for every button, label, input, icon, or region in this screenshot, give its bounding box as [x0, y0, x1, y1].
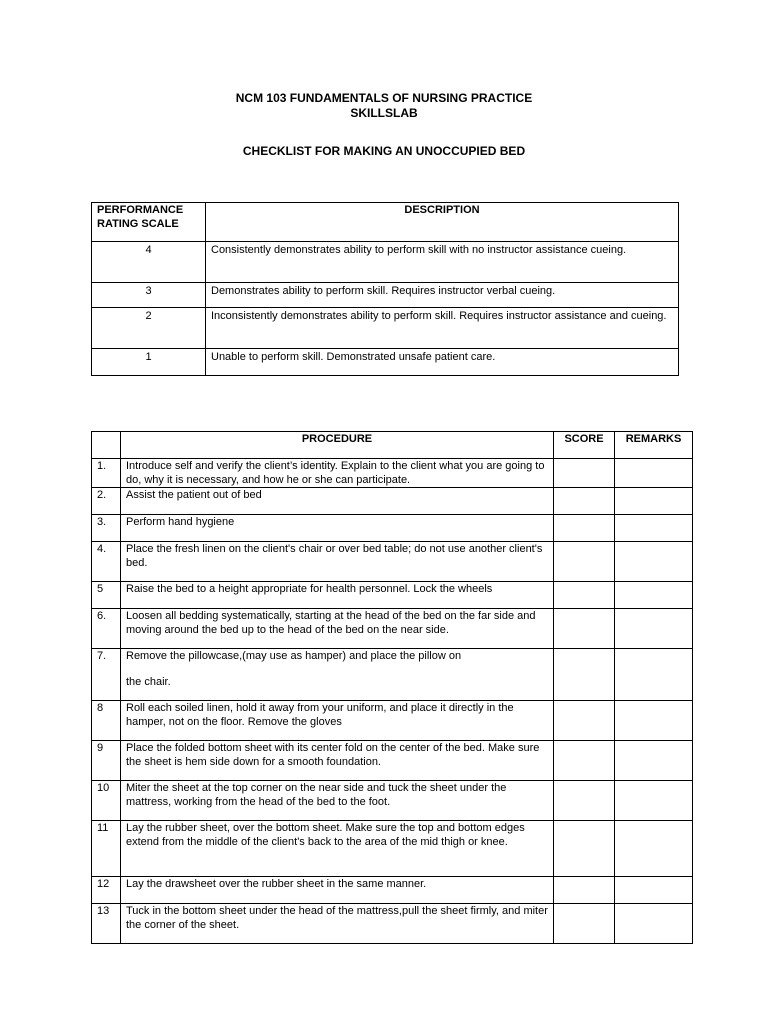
table-row	[92, 459, 693, 488]
checklist-heading	[0, 144, 768, 159]
remarks-cell[interactable]	[615, 821, 693, 877]
step-text: Raise the bed to a height appropriate for health personnel. Lock the wheels	[121, 582, 554, 609]
step-text	[121, 649, 554, 701]
score-cell[interactable]	[554, 741, 615, 781]
table-row	[92, 821, 693, 877]
score-cell[interactable]	[554, 459, 615, 488]
table-row	[92, 649, 693, 701]
score-cell[interactable]	[554, 781, 615, 821]
description-header: DESCRIPTION	[206, 203, 679, 242]
remarks-cell[interactable]	[615, 459, 693, 488]
number-header	[92, 432, 121, 459]
table-row	[92, 781, 693, 821]
step-text: Introduce self and verify the client’s identity. Explain to the client what you are going to do, why it is necessary, and how he or she can participate.	[121, 459, 554, 488]
table-row	[92, 308, 679, 349]
step-number: 4.	[92, 542, 121, 582]
lab-title: SKILLSLAB	[350, 106, 418, 120]
rating-description: Demonstrates ability to perform skill. Requires instructor verbal cueing.	[206, 283, 679, 308]
score-cell[interactable]	[554, 649, 615, 701]
score-cell[interactable]	[554, 488, 615, 515]
table-row	[92, 877, 693, 904]
table-row	[92, 741, 693, 781]
step-text: Perform hand hygiene	[121, 515, 554, 542]
course-title: NCM 103 FUNDAMENTALS OF NURSING PRACTICE	[235, 91, 533, 105]
step-number: 11	[92, 821, 121, 877]
score-cell[interactable]	[554, 609, 615, 649]
table-row	[92, 904, 693, 944]
rating-value: 4	[92, 242, 206, 283]
remarks-cell[interactable]	[615, 542, 693, 582]
table-row	[92, 349, 679, 376]
document-header	[0, 91, 768, 159]
table-row	[92, 582, 693, 609]
score-cell[interactable]	[554, 821, 615, 877]
rating-value: 2	[92, 308, 206, 349]
step-number: 10	[92, 781, 121, 821]
table-row	[92, 609, 693, 649]
remarks-cell[interactable]	[615, 741, 693, 781]
remarks-cell[interactable]	[615, 877, 693, 904]
score-cell[interactable]	[554, 542, 615, 582]
step-text: Lay the rubber sheet, over the bottom sheet. Make sure the top and bottom edges extend from the middle of the client's back to the area of the mid thigh or knee.	[121, 821, 554, 877]
rating-scale-header: PERFORMANCE RATING SCALE	[92, 203, 206, 242]
rating-description: Inconsistently demonstrates ability to perform skill. Requires instructor assistance and cueing.	[206, 308, 679, 349]
rating-scale-table	[91, 202, 679, 376]
step-text: Roll each soiled linen, hold it away from your uniform, and place it directly in the hamper, not on the floor. Remove the gloves	[121, 701, 554, 741]
procedure-header: PROCEDURE	[121, 432, 554, 459]
table-row	[92, 242, 679, 283]
step-text: Miter the sheet at the top corner on the near side and tuck the sheet under the mattress, working from the head of the bed to the foot.	[121, 781, 554, 821]
remarks-header: REMARKS	[615, 432, 693, 459]
rating-value: 3	[92, 283, 206, 308]
step-number: 8	[92, 701, 121, 741]
score-cell[interactable]	[554, 701, 615, 741]
step-number: 7.	[92, 649, 121, 701]
score-cell[interactable]	[554, 582, 615, 609]
rating-value: 1	[92, 349, 206, 376]
rating-description: Consistently demonstrates ability to perform skill with no instructor assistance cueing.	[206, 242, 679, 283]
score-header: SCORE	[554, 432, 615, 459]
table-row	[92, 701, 693, 741]
step-number: 6.	[92, 609, 121, 649]
step-text: Lay the drawsheet over the rubber sheet in the same manner.	[121, 877, 554, 904]
checklist-title: MAKING AN UNOCCUPIED BED	[343, 144, 526, 158]
step-text: Place the fresh linen on the client's chair or over bed table; do not use another client's bed.	[121, 542, 554, 582]
remarks-cell[interactable]	[615, 649, 693, 701]
step-number: 2.	[92, 488, 121, 515]
step-text-line: the chair.	[126, 676, 171, 688]
remarks-cell[interactable]	[615, 488, 693, 515]
score-cell[interactable]	[554, 877, 615, 904]
step-text: Loosen all bedding systematically, starting at the head of the bed on the far side and moving around the bed up to the head of the bed on the near side.	[121, 609, 554, 649]
step-text: Place the folded bottom sheet with its center fold on the center of the bed. Make sure the sheet is hem side down for a smooth foundation.	[121, 741, 554, 781]
remarks-cell[interactable]	[615, 904, 693, 944]
remarks-cell[interactable]	[615, 781, 693, 821]
step-number: 1.	[92, 459, 121, 488]
step-number: 9	[92, 741, 121, 781]
table-row	[92, 488, 693, 515]
procedure-table	[91, 431, 693, 944]
step-number: 5	[92, 582, 121, 609]
step-number: 3.	[92, 515, 121, 542]
table-row	[92, 515, 693, 542]
remarks-cell[interactable]	[615, 609, 693, 649]
rating-description: Unable to perform skill. Demonstrated unsafe patient care.	[206, 349, 679, 376]
table-row	[92, 283, 679, 308]
step-number: 13	[92, 904, 121, 944]
score-cell[interactable]	[554, 904, 615, 944]
remarks-cell[interactable]	[615, 515, 693, 542]
remarks-cell[interactable]	[615, 701, 693, 741]
step-text: Tuck in the bottom sheet under the head of the mattress,pull the sheet firmly, and miter the corner of the sheet.	[121, 904, 554, 944]
table-row	[92, 542, 693, 582]
step-text: Assist the patient out of bed	[121, 488, 554, 515]
step-number: 12	[92, 877, 121, 904]
step-text-line: Remove the pillowcase,(may use as hamper) and place the pillow on	[126, 650, 462, 662]
checklist-prefix: CHECKLIST FOR	[242, 144, 344, 158]
remarks-cell[interactable]	[615, 582, 693, 609]
score-cell[interactable]	[554, 515, 615, 542]
